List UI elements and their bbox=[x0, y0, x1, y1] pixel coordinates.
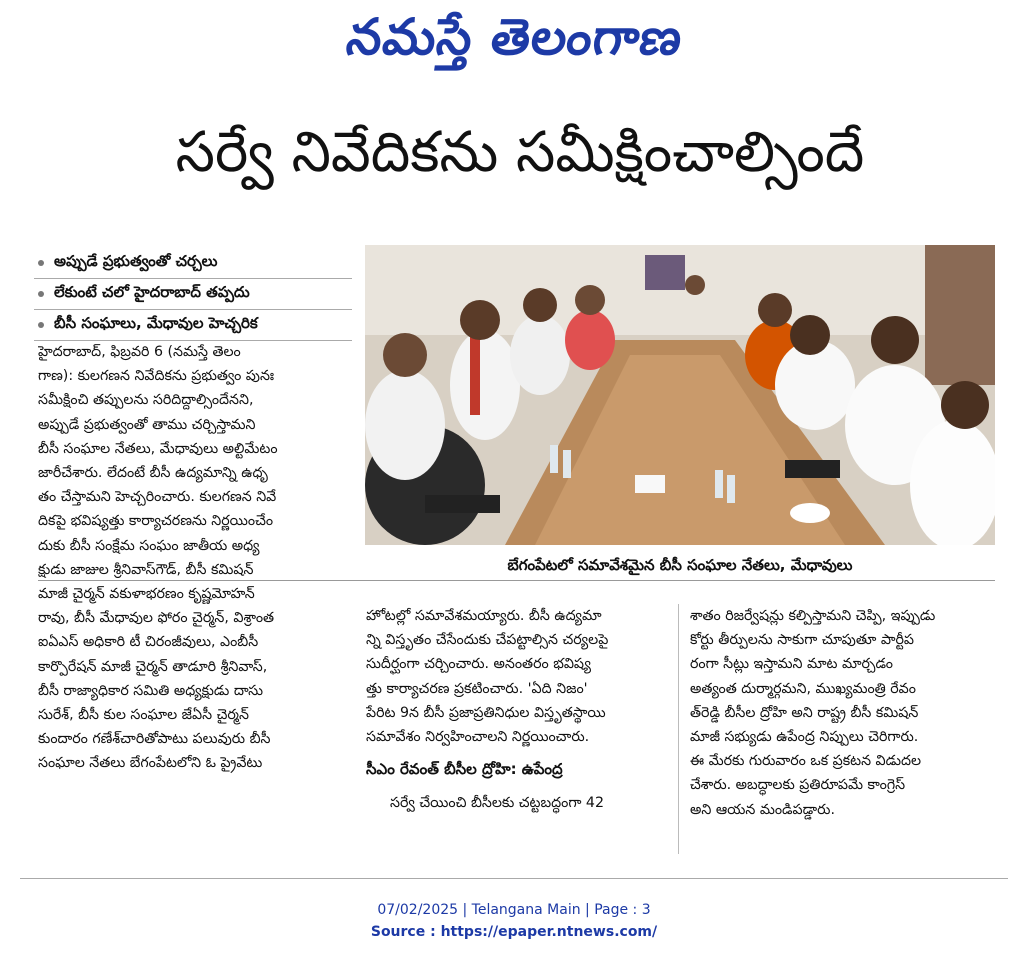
article-line: గాణ): కులగణన నివేదికను ప్రభుత్వం పునః bbox=[38, 368, 275, 385]
photo-caption: బేగంపేటలో సమావేశమైన బీసీ సంఘాల నేతలు, మేధావులు bbox=[507, 556, 853, 574]
article-line: కార్పొరేషన్ మాజీ చైర్మన్ తాడూరి శ్రీనివాస్, bbox=[38, 658, 268, 675]
article-line: తం చేస్తామని హెచ్చరించారు. కులగణన నివే bbox=[38, 489, 277, 506]
article-line: బీసీ రాజ్యాధికార సమితి అధ్యక్షుడు దాసు bbox=[38, 682, 264, 699]
column-separator bbox=[678, 604, 679, 854]
footer-edition-info: 07/02/2025 | Telangana Main | Page : 3 bbox=[377, 902, 651, 918]
bullet-dot-icon bbox=[38, 322, 44, 328]
article-line: సర్వే చేయించి బీసీలకు చట్టబద్ధంగా 42 bbox=[390, 795, 604, 812]
article-line: జారీచేశారు. లేదంటే బీసీ ఉద్యమాన్ని ఉధృ bbox=[38, 465, 268, 482]
footer-source-link[interactable]: Source : https://epaper.ntnews.com/ bbox=[370, 924, 658, 940]
article-headline: సర్వే నివేదికను సమీక్షించాల్సిందే bbox=[175, 120, 865, 185]
bullet-item bbox=[34, 310, 352, 341]
footer-divider bbox=[20, 878, 1008, 879]
bullet-text: లేకుంటే చలో హైదరాబాద్ తప్పదు bbox=[54, 283, 250, 301]
article-column-3 bbox=[690, 604, 990, 822]
article-line: హైదరాబాద్, ఫిబ్రవరి 6 (నమస్తే తెలం bbox=[38, 344, 241, 360]
article-line: అని ఆయన మండిపడ్డారు. bbox=[690, 801, 835, 818]
article-line: చేశారు. అబద్ధాలకు ప్రతిరూపమే కాంగ్రెస్ bbox=[690, 777, 906, 794]
bullet-dot-icon bbox=[38, 260, 44, 266]
article-line: హోటల్లో సమావేశమయ్యారు. బీసీ ఉద్యమా bbox=[366, 608, 602, 624]
article-line: కోర్టు తీర్పులను సాకుగా చూపుతూ పార్టీప bbox=[690, 632, 914, 649]
bullet-item bbox=[34, 248, 352, 279]
article-line: సురేశ్, బీసీ కుల సంఘాల జేఏసీ చైర్మన్ bbox=[38, 707, 249, 724]
article-line: రావు, బీసీ మేధావుల ఫోరం చైర్మన్, విశ్రాంత bbox=[38, 610, 275, 627]
article-line: దుకు బీసీ సంక్షేమ సంఘం జాతీయ అధ్య bbox=[38, 537, 260, 554]
article-line: సంఘాల నేతలు బేగంపేటలోని ఓ ప్రైవేటు bbox=[38, 755, 263, 772]
article-line: రంగా సీట్లు ఇస్తామని మాట మార్చడం bbox=[690, 656, 893, 673]
article-line: అత్యంత దుర్మార్గమని, ముఖ్యమంత్రి రేవం bbox=[690, 680, 916, 697]
meeting-photo bbox=[365, 245, 995, 545]
article-line: సమావేశం నిర్వహించాలని నిర్ణయించారు. bbox=[366, 729, 590, 746]
article-line: ఐఏఎస్ అధికారి టీ చిరంజీవులు, ఎంబీసీ bbox=[38, 634, 259, 651]
article-line: మాజీ సభ్యుడు ఉపేంద్ర నిప్పులు చెరిగారు. bbox=[690, 729, 919, 746]
article-line: కుందారం గణేశ్‌చారితోపాటు పలువురు బీసీ bbox=[38, 731, 271, 748]
article-column-2 bbox=[366, 604, 666, 816]
bullet-dot-icon bbox=[38, 291, 44, 297]
article-line: అప్పుడే ప్రభుత్వంతో తాము చర్చిస్తామని bbox=[38, 416, 256, 433]
article-line: పేరిట 9న బీసీ ప్రజాప్రతినిధుల విస్తృతస్థాయి bbox=[366, 704, 606, 721]
bullet-item bbox=[34, 279, 352, 310]
bullet-text: అప్పుడే ప్రభుత్వంతో చర్చలు bbox=[54, 252, 218, 270]
article-line: త్తు కార్యాచరణ ప్రకటించారు. 'ఏది నిజం' bbox=[366, 680, 588, 697]
article-line: న్ని విస్తృతం చేసేందుకు చేపట్టాల్సిన చర్యలపై bbox=[366, 632, 609, 649]
article-line: సమీక్షించి తప్పులను సరిదిద్దాల్సిందేనని, bbox=[38, 392, 254, 409]
article-line: క్షుడు జాజుల శ్రీనివాస్‌గౌడ్, బీసీ కమిషన్ bbox=[38, 561, 254, 578]
newspaper-masthead: నమస్తే తెలంగాణ bbox=[343, 8, 687, 66]
article-subheading: సీఎం రేవంత్ బీసీల ద్రోహి: ఉపేంద్ర bbox=[366, 760, 563, 779]
highlight-bullets bbox=[34, 248, 352, 341]
article-line: దికపై భవిష్యత్తు కార్యాచరణను నిర్ణయించేం bbox=[38, 513, 274, 530]
article-line: బీసీ సంఘాల నేతలు, మేధావులు అల్టిమేటం bbox=[38, 440, 278, 457]
bullet-text: బీసీ సంఘాలు, మేధావుల హెచ్చరిక bbox=[54, 314, 258, 332]
article-line: మాజీ చైర్మన్ వకుళాభరణం కృష్ణమోహన్ bbox=[38, 586, 255, 603]
article-line: శాతం రిజర్వేషన్లు కల్పిస్తామని చెప్పి, ఇప్పుడు bbox=[690, 608, 936, 624]
article-line: త్‌రెడ్డి బీసీల ద్రోహి అని రాష్ట్ర బీసీ కమిషన్ bbox=[690, 704, 919, 721]
section-divider bbox=[38, 580, 995, 581]
article-column-1 bbox=[38, 340, 356, 776]
meeting-photo-illustration bbox=[365, 245, 995, 545]
article-line: సుదీర్ఘంగా చర్చించారు. అనంతరం భవిష్య bbox=[366, 656, 592, 673]
article-line: ఈ మేరకు గురువారం ఒక ప్రకటన విడుదల bbox=[690, 753, 922, 770]
